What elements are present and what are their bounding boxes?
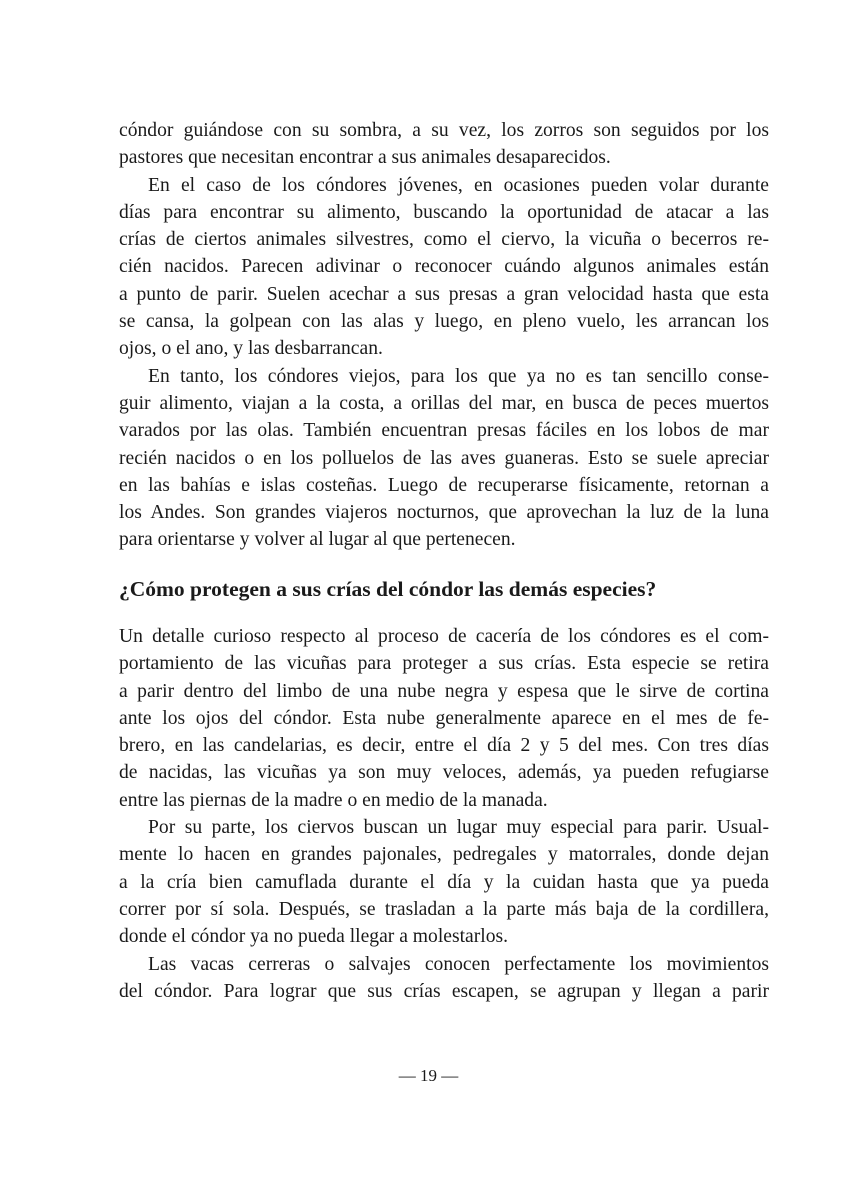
text-line: donde el cóndor ya no pueda llegar a molestarlos.	[119, 926, 509, 948]
text-line: ojos, o el ano, y las desbarrancan.	[119, 338, 383, 360]
text-line: brero, en las candelarias, es decir, entre el día 2 y 5 del mes. Con tres días	[119, 735, 769, 757]
text-line: ante los ojos del cóndor. Esta nube generalmente aparece en el mes de fe-	[119, 707, 769, 729]
section-heading: ¿Cómo protegen a sus crías del cóndor las demás especies?	[119, 577, 657, 601]
text-line: recién nacidos o en los polluelos de las aves guaneras. Esto se suele apreciar	[119, 447, 769, 469]
body-text-bottom	[119, 623, 769, 1005]
text-line: a la cría bien camuflada durante el día y la cuidan hasta que ya pueda	[119, 871, 769, 893]
text-line: En el caso de los cóndores jóvenes, en ocasiones pueden volar durante	[148, 174, 769, 196]
text-line: En tanto, los cóndores viejos, para los que ya no es tan sencillo conse-	[148, 365, 769, 387]
text-line: los Andes. Son grandes viajeros nocturnos, que aprovechan la luz de la luna	[119, 502, 769, 524]
text-line: mente lo hacen en grandes pajonales, pedregales y matorrales, donde dejan	[119, 844, 769, 866]
text-line: a parir dentro del limbo de una nube negra y espesa que le sirve de cortina	[119, 680, 769, 702]
text-line: correr por sí sola. Después, se trasladan a la parte más baja de la cordillera,	[119, 898, 769, 920]
text-line: en las bahías e islas costeñas. Luego de recuperarse físicamente, retornan a	[119, 474, 769, 496]
text-line: crías de ciertos animales silvestres, como el ciervo, la vicuña o becerros re-	[119, 229, 769, 251]
text-line: Las vacas cerreras o salvajes conocen perfectamente los movimientos	[148, 953, 769, 975]
text-line: cién nacidos. Parecen adivinar o reconocer cuándo algunos animales están	[119, 256, 769, 278]
text-line: pastores que necesitan encontrar a sus animales desaparecidos.	[119, 147, 611, 169]
text-line: cóndor guiándose con su sombra, a su vez, los zorros son seguidos por los	[119, 120, 769, 141]
text-line: del cóndor. Para lograr que sus crías escapen, se agrupan y llegan a parir	[119, 980, 769, 1002]
text-line: varados por las olas. También encuentran presas fáciles en los lobos de mar	[119, 420, 769, 442]
text-line: para orientarse y volver al lugar al que pertenecen.	[119, 529, 516, 551]
text-line: entre las piernas de la madre o en medio de la manada.	[119, 789, 548, 811]
text-line: Un detalle curioso respecto al proceso de cacería de los cóndores es el com-	[119, 626, 769, 647]
text-line: días para encontrar su alimento, buscando la oportunidad de atacar a las	[119, 201, 769, 223]
body-text-top	[119, 117, 769, 554]
text-line: portamiento de las vicuñas para proteger a sus crías. Esta especie se retira	[119, 653, 769, 675]
text-line: a punto de parir. Suelen acechar a sus presas a gran velocidad hasta que esta	[119, 283, 769, 305]
text-line: guir alimento, viajan a la costa, a orillas del mar, en busca de peces muertos	[119, 392, 769, 414]
page-number: — 19 —	[398, 1066, 459, 1085]
text-line: se cansa, la golpean con las alas y luego, en pleno vuelo, les arrancan los	[119, 311, 769, 333]
text-line: de nacidas, las vicuñas ya son muy veloces, además, ya pueden refugiarse	[119, 762, 769, 784]
text-line: Por su parte, los ciervos buscan un lugar muy especial para parir. Usual-	[148, 817, 769, 839]
